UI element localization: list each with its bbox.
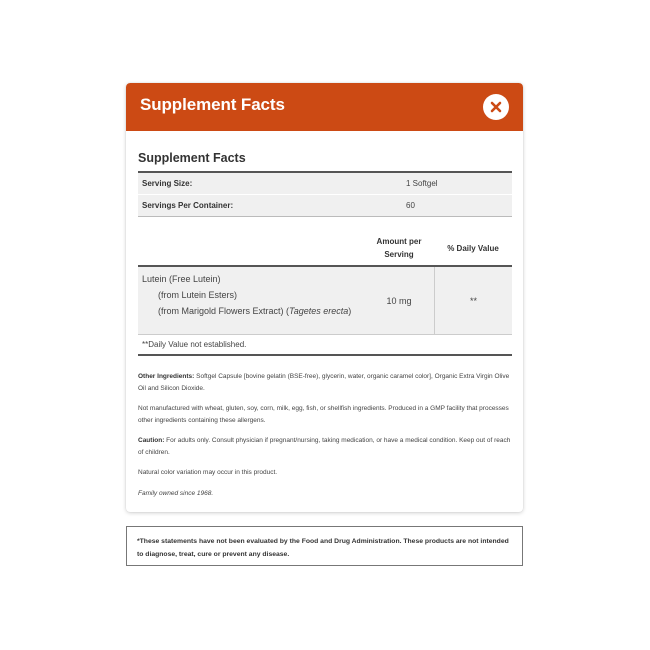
family-owned-note: Family owned since 1968. <box>138 489 214 497</box>
allergen-statement: Not manufactured with wheat, gluten, soy, corn, milk, egg, fish, or shellfish ingredients. Produced in a GMP facility that processes other ingredients containing these allergens. <box>138 405 509 424</box>
fda-disclaimer: *These statements have not been evaluated by the Food and Drug Administration. These products are not intended to diagnose, treat, cure or prevent any disease. <box>126 526 523 566</box>
modal-header <box>126 83 523 131</box>
serving-table <box>138 171 512 217</box>
servings-per-container-value: 60 <box>406 201 415 210</box>
close-icon <box>490 101 502 113</box>
modal-title: Supplement Facts <box>140 95 285 114</box>
serving-size-row <box>138 173 512 194</box>
facts-heading: Supplement Facts <box>138 151 246 165</box>
daily-value-footnote: **Daily Value not established. <box>138 334 512 356</box>
serving-size-label: Serving Size: <box>142 179 193 188</box>
ingredient-daily-value: ** <box>434 267 512 334</box>
table-row <box>138 267 512 334</box>
servings-per-container-row <box>138 194 512 216</box>
modal-body <box>138 151 512 499</box>
serving-size-value: 1 Softgel <box>406 179 438 188</box>
close-button[interactable] <box>483 94 509 120</box>
daily-value-header: % Daily Value <box>447 243 499 253</box>
supplement-facts-modal <box>126 83 523 512</box>
color-variation-note: Natural color variation may occur in this product. <box>138 469 278 476</box>
ingredient-name: Lutein (Free Lutein) (from Lutein Esters) (from Marigold Flowers Extract) (Tagetes erecta) <box>142 274 352 316</box>
amount-per-serving-header: Amount per Serving <box>376 237 422 259</box>
servings-per-container-label: Servings Per Container: <box>142 201 234 210</box>
other-ingredients: Other Ingredients: Softgel Capsule [bovine gelatin (BSE-free), glycerin, water, organic caramel color], Organic Extra Virgin Olive Oil and Silicon Dioxide. <box>138 373 510 392</box>
caution-statement: Caution: For adults only. Consult physician if pregnant/nursing, taking medication, or have a medical condition. Keep out of reach of children. <box>138 437 511 456</box>
ingredient-amount: 10 mg <box>386 295 412 306</box>
nutrient-table-header <box>138 231 512 267</box>
